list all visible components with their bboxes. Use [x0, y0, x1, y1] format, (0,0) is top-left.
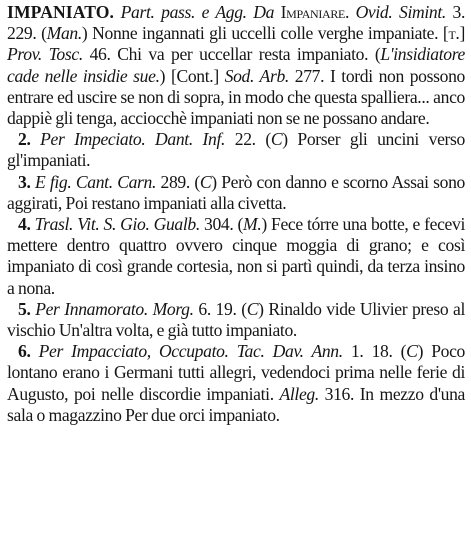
sense-main [7, 2, 465, 129]
entry-text-segment: t. [448, 23, 460, 44]
entry-text-segment: ) [Cont.] [159, 65, 225, 86]
entry-text-segment: Per Innamorato. Morg. [35, 298, 194, 319]
entry-text-segment [31, 341, 39, 361]
entry-text-segment: ) Poco lontano erano i Germani tutti allegri, vedendoci prima nelle ferie di Augusto, poi nelle discordie impaniati. [7, 341, 465, 404]
entry-text-segment: Prov. Tosc. [7, 44, 83, 65]
entry-text-segment: E fig. Cant. Carn. [34, 171, 157, 192]
entry-text-segment: 277. I tordi non possono entrare ed uscire se non di sopra, in modo che questa spalliera... anco dappiè gli tenga, acciocchè impaniati non se ne possano andare. [7, 65, 465, 129]
entry-text-segment: ] [459, 23, 465, 44]
entry-text-segment: ) Nonne ingannati gli uccelli colle verghe impaniate. [ [81, 23, 449, 44]
entry-text-segment: C [406, 341, 418, 362]
entry-text-segment: ) Rinaldo vide Ulivier preso al vischio Un'altra volta, e già tutto impaniato. [7, 298, 465, 341]
entry-text-segment: C [270, 129, 283, 150]
entry-text-segment: Alleg. [279, 383, 319, 404]
entry-text-segment: ) Però con danno e scorno Assai sono aggirati, Poi restano impaniati alla civetta. [7, 171, 465, 213]
headword: IMPANIATO. [7, 2, 115, 22]
sense-6 [7, 341, 465, 426]
entry-text-segment [31, 129, 41, 149]
entry-text-segment: Trasl. Vit. S. Gio. Gualb. [34, 214, 200, 235]
entry-text-segment: Impaniare [280, 2, 345, 22]
sense-4 [7, 214, 465, 299]
entry-text-segment: Ovid. Simint. [355, 2, 446, 22]
entry-text-segment: 46. Chi va per uccellar resta impaniato. ( [82, 44, 381, 65]
sense-2 [7, 129, 465, 171]
entry-text-segment [114, 2, 121, 22]
entry-text-segment: M. [243, 214, 262, 235]
sense-number: 5. [18, 298, 31, 319]
entry-text-segment: Part. pass. e Agg. Da [120, 2, 281, 22]
entry-text-segment: 6. 19. ( [193, 298, 247, 319]
sense-number: 3. [18, 171, 31, 192]
sense-number: 2. [18, 129, 31, 150]
entry-text-segment: C [199, 171, 212, 192]
entry-text-segment: 3. 229. ( [7, 2, 465, 44]
entry-text-segment: Sod. Arb. [224, 65, 289, 86]
sense-3 [7, 172, 465, 214]
entry-text-segment: 289. ( [156, 171, 200, 192]
entry-text-segment: 1. 18. ( [342, 341, 407, 362]
sense-number: 6. [18, 341, 31, 362]
entry-text-segment: 316. In mezzo d'una sala o magazzino Per due orci impaniato. [7, 383, 465, 425]
entry-text-segment: Per Impeciato. Dant. Inf. [40, 129, 226, 150]
entry-text-segment: 304. ( [199, 214, 244, 235]
entry-text-segment: Man. [46, 23, 82, 44]
entry-text-segment: L'insidiatore cade nelle insidie sue. [7, 44, 465, 86]
entry-text-segment: . [344, 2, 356, 22]
entry-text-segment: ) Fece tórre una botte, e fecevi mettere dentro quattro ovvero cinque moggia di grano; e così impaniato di così grande cortesia, non si partì quindi, da terza insino a nona. [7, 214, 465, 298]
entry-text-segment: Per Impacciato, Occupato. Tac. Dav. Ann. [38, 341, 343, 362]
entry-text-segment: ) Porser gli uncini verso gl'impaniati. [7, 129, 465, 171]
entry-text-segment: C [246, 298, 259, 319]
sense-5 [7, 299, 465, 341]
sense-number: 4. [18, 214, 31, 235]
entry-text-segment: 22. ( [225, 129, 271, 150]
